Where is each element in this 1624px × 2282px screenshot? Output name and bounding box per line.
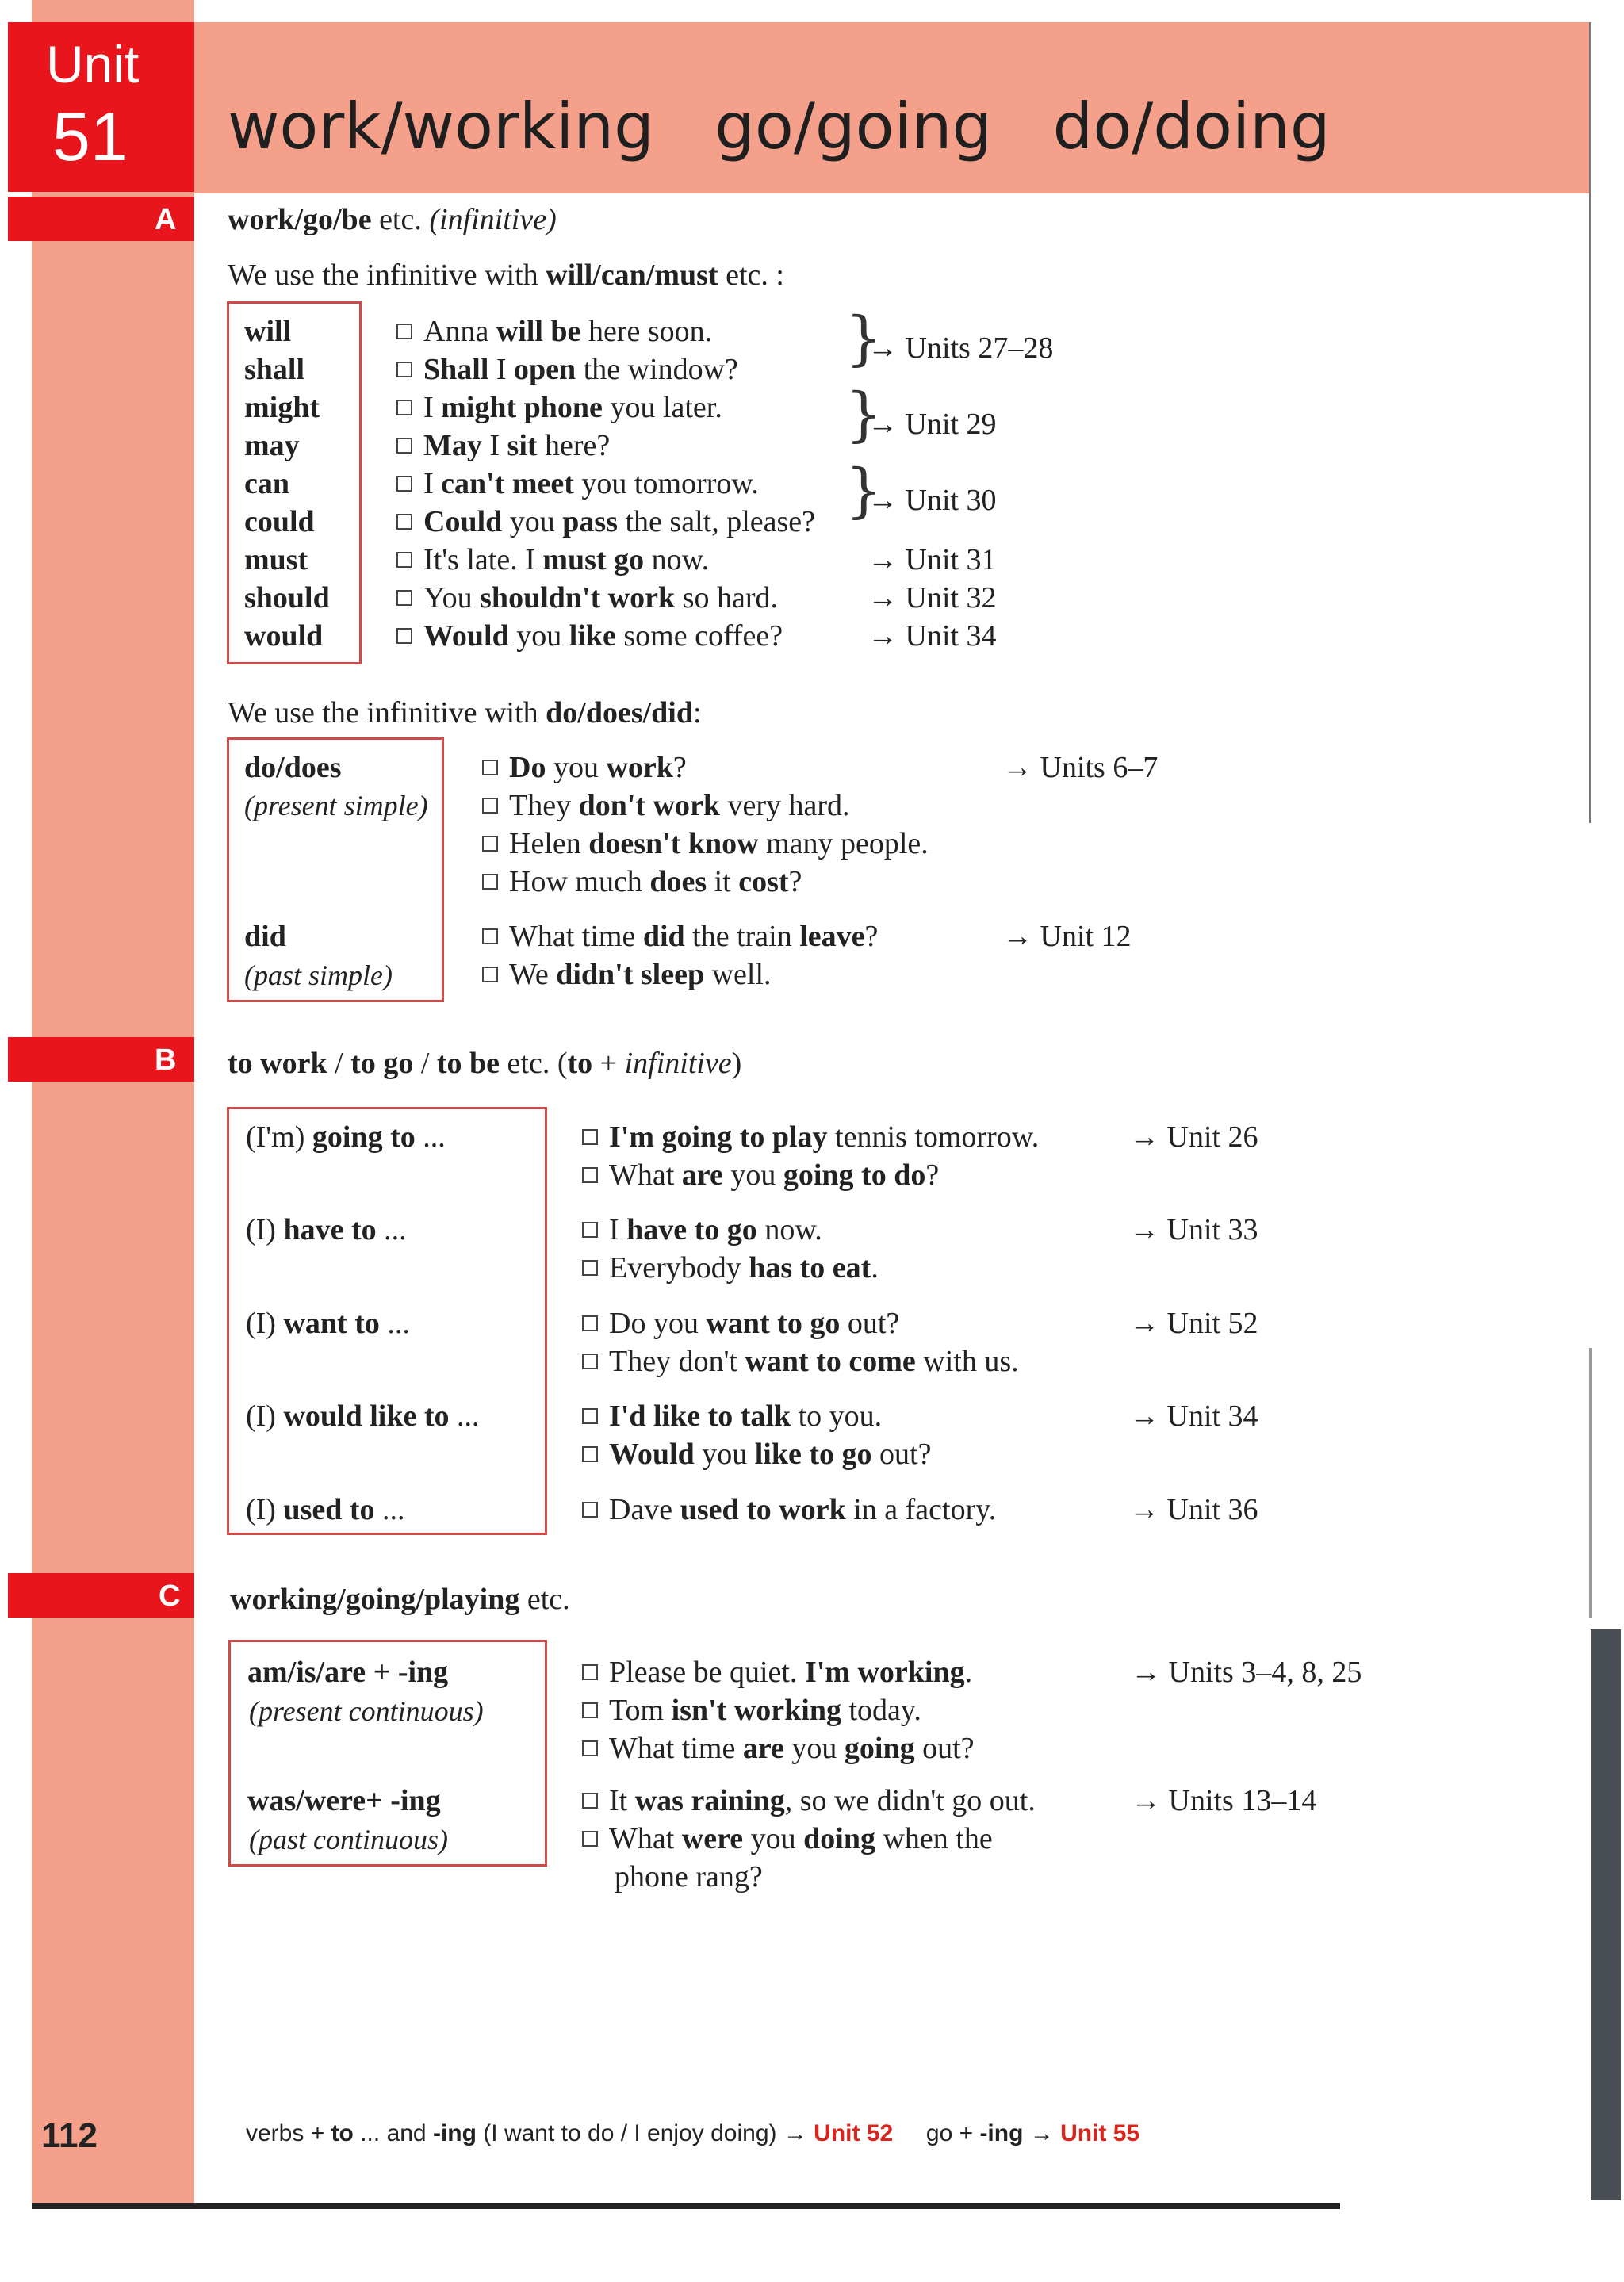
brace-icon: } — [845, 381, 883, 449]
example-sentence: May I sit here? — [396, 431, 610, 461]
example-sentence: They don't work very hard. — [482, 791, 850, 821]
link-unit-55[interactable]: Unit 55 — [1060, 2120, 1140, 2146]
section-a-heading: work/go/be etc. (infinitive) — [228, 203, 557, 236]
unit-reference: → Units 13–14 — [1131, 1784, 1317, 1817]
right-edge-shadow — [1591, 1629, 1621, 2200]
unit-reference: → Unit 26 — [1129, 1120, 1258, 1154]
unit-reference: → Unit 36 — [1129, 1493, 1258, 1526]
checkbox-bullet-icon — [582, 1260, 598, 1276]
example-sentence: What are you going to do? — [582, 1160, 939, 1190]
example-sentence: Would you like some coffee? — [396, 621, 783, 651]
box-label: (I) used to ... — [246, 1493, 405, 1526]
brace-icon: } — [845, 304, 883, 373]
checkbox-bullet-icon — [582, 1446, 598, 1462]
link-unit-52[interactable]: Unit 52 — [814, 2120, 894, 2146]
example-sentence: Would you like to go out? — [582, 1439, 931, 1469]
section-b-heading: to work / to go / to be etc. (to + infinitive) — [228, 1047, 742, 1080]
example-sentence: I'm going to play tennis tomorrow. — [582, 1122, 1039, 1152]
checkbox-bullet-icon — [582, 1354, 598, 1369]
unit-reference: → Units 27–28 — [868, 331, 1054, 365]
checkbox-bullet-icon — [482, 798, 498, 814]
unit-reference: → Unit 12 — [1002, 920, 1132, 953]
modal-word: should — [244, 581, 330, 615]
checkbox-bullet-icon — [582, 1664, 598, 1680]
box-label: do/does — [244, 751, 342, 784]
checkbox-bullet-icon — [482, 967, 498, 982]
section-a-intro-modals: We use the infinitive with will/can/must etc. : — [228, 258, 784, 292]
unit-reference: → Unit 52 — [1129, 1307, 1258, 1340]
box-label: (I) have to ... — [246, 1213, 407, 1246]
checkbox-bullet-icon — [396, 628, 412, 644]
section-c-letter: C — [159, 1579, 181, 1613]
left-margin-strip — [32, 0, 194, 2203]
box-sublabel: (past simple) — [244, 959, 393, 991]
box-label: am/is/are + -ing — [247, 1656, 449, 1689]
section-b-letter: B — [155, 1043, 177, 1077]
checkbox-bullet-icon — [582, 1315, 598, 1331]
example-sentence-continued: phone rang? — [615, 1860, 763, 1893]
bottom-rule — [32, 2203, 1340, 2209]
example-sentence: Helen doesn't know many people. — [482, 829, 929, 859]
modal-word: might — [244, 391, 320, 424]
checkbox-bullet-icon — [582, 1129, 598, 1145]
checkbox-bullet-icon — [482, 836, 498, 852]
box-sublabel: (past continuous) — [249, 1824, 448, 1855]
modal-word: can — [244, 467, 289, 500]
box-label: (I) would like to ... — [246, 1399, 480, 1433]
box-label: (I) want to ... — [246, 1307, 410, 1340]
modal-word: will — [244, 315, 292, 348]
checkbox-bullet-icon — [582, 1702, 598, 1718]
example-sentence: They don't want to come with us. — [582, 1346, 1019, 1376]
modal-word: shall — [244, 353, 305, 386]
example-sentence: Do you work? — [482, 752, 687, 783]
checkbox-bullet-icon — [582, 1408, 598, 1424]
footer-cross-reference: verbs + to ... and -ing (I want to do / I enjoy doing) → Unit 52 go + -ing → Unit 55 — [246, 2120, 1140, 2146]
unit-reference: → Units 6–7 — [1002, 751, 1159, 784]
example-sentence: We didn't sleep well. — [482, 959, 772, 990]
checkbox-bullet-icon — [582, 1793, 598, 1809]
page-title: work/working go/going do/doing — [228, 90, 1331, 163]
example-sentence: Please be quiet. I'm working. — [582, 1657, 972, 1687]
checkbox-bullet-icon — [582, 1740, 598, 1756]
example-sentence: Could you pass the salt, please? — [396, 507, 815, 537]
unit-reference: → Units 3–4, 8, 25 — [1131, 1656, 1362, 1689]
checkbox-bullet-icon — [582, 1222, 598, 1238]
checkbox-bullet-icon — [482, 874, 498, 890]
checkbox-bullet-icon — [396, 552, 412, 568]
checkbox-bullet-icon — [582, 1167, 598, 1183]
unit-reference: → Unit 33 — [1129, 1213, 1258, 1246]
section-a-letter: A — [155, 203, 177, 236]
unit-reference: → Unit 30 — [868, 484, 997, 517]
example-sentence: What time are you going out? — [582, 1733, 975, 1763]
example-sentence: I might phone you later. — [396, 392, 722, 423]
unit-reference: → Unit 29 — [868, 408, 997, 441]
right-edge-line — [1589, 22, 1591, 823]
example-sentence: Tom isn't working today. — [582, 1695, 921, 1725]
modal-word: must — [244, 543, 308, 576]
checkbox-bullet-icon — [482, 928, 498, 944]
section-a-intro-do: We use the infinitive with do/does/did: — [228, 696, 702, 729]
example-sentence: Everybody has to eat. — [582, 1253, 879, 1283]
example-sentence: I'd like to talk to you. — [582, 1401, 882, 1431]
checkbox-bullet-icon — [396, 400, 412, 415]
checkbox-bullet-icon — [582, 1831, 598, 1847]
modal-word: may — [244, 429, 300, 462]
modal-word: could — [244, 505, 315, 538]
example-sentence: Do you want to go out? — [582, 1308, 899, 1338]
unit-number: 51 — [52, 99, 128, 175]
right-edge-line — [1589, 1348, 1592, 1618]
example-sentence: Dave used to work in a factory. — [582, 1495, 996, 1525]
unit-reference: → Unit 34 — [868, 619, 997, 653]
example-sentence: Shall I open the window? — [396, 354, 738, 385]
box-sublabel: (present simple) — [244, 790, 428, 821]
example-sentence: I have to go now. — [582, 1215, 822, 1245]
unit-reference: → Unit 34 — [1129, 1399, 1258, 1433]
unit-reference: → Unit 31 — [868, 543, 997, 576]
example-sentence: How much does it cost? — [482, 867, 802, 897]
checkbox-bullet-icon — [396, 438, 412, 454]
box-label: did — [244, 920, 286, 953]
example-sentence: You shouldn't work so hard. — [396, 583, 778, 613]
brace-icon: } — [845, 457, 883, 525]
checkbox-bullet-icon — [396, 362, 412, 377]
section-c-heading: working/going/playing etc. — [230, 1583, 570, 1616]
example-sentence: Anna will be here soon. — [396, 316, 712, 347]
checkbox-bullet-icon — [396, 590, 412, 606]
example-sentence: What time did the train leave? — [482, 921, 878, 951]
checkbox-bullet-icon — [396, 514, 412, 530]
example-sentence: It's late. I must go now. — [396, 545, 709, 575]
checkbox-bullet-icon — [582, 1502, 598, 1518]
modal-word: would — [244, 619, 324, 653]
checkbox-bullet-icon — [396, 324, 412, 339]
checkbox-bullet-icon — [396, 476, 412, 492]
box-label: was/were+ -ing — [247, 1784, 441, 1817]
unit-reference: → Unit 32 — [868, 581, 997, 615]
example-sentence: It was raining, so we didn't go out. — [582, 1786, 1036, 1816]
page-number: 112 — [41, 2116, 98, 2155]
box-sublabel: (present continuous) — [249, 1695, 484, 1727]
checkbox-bullet-icon — [482, 760, 498, 775]
example-sentence: What were you doing when the — [582, 1824, 993, 1854]
unit-word: Unit — [46, 35, 140, 94]
box-label: (I'm) going to ... — [246, 1120, 446, 1154]
example-sentence: I can't meet you tomorrow. — [396, 469, 759, 499]
